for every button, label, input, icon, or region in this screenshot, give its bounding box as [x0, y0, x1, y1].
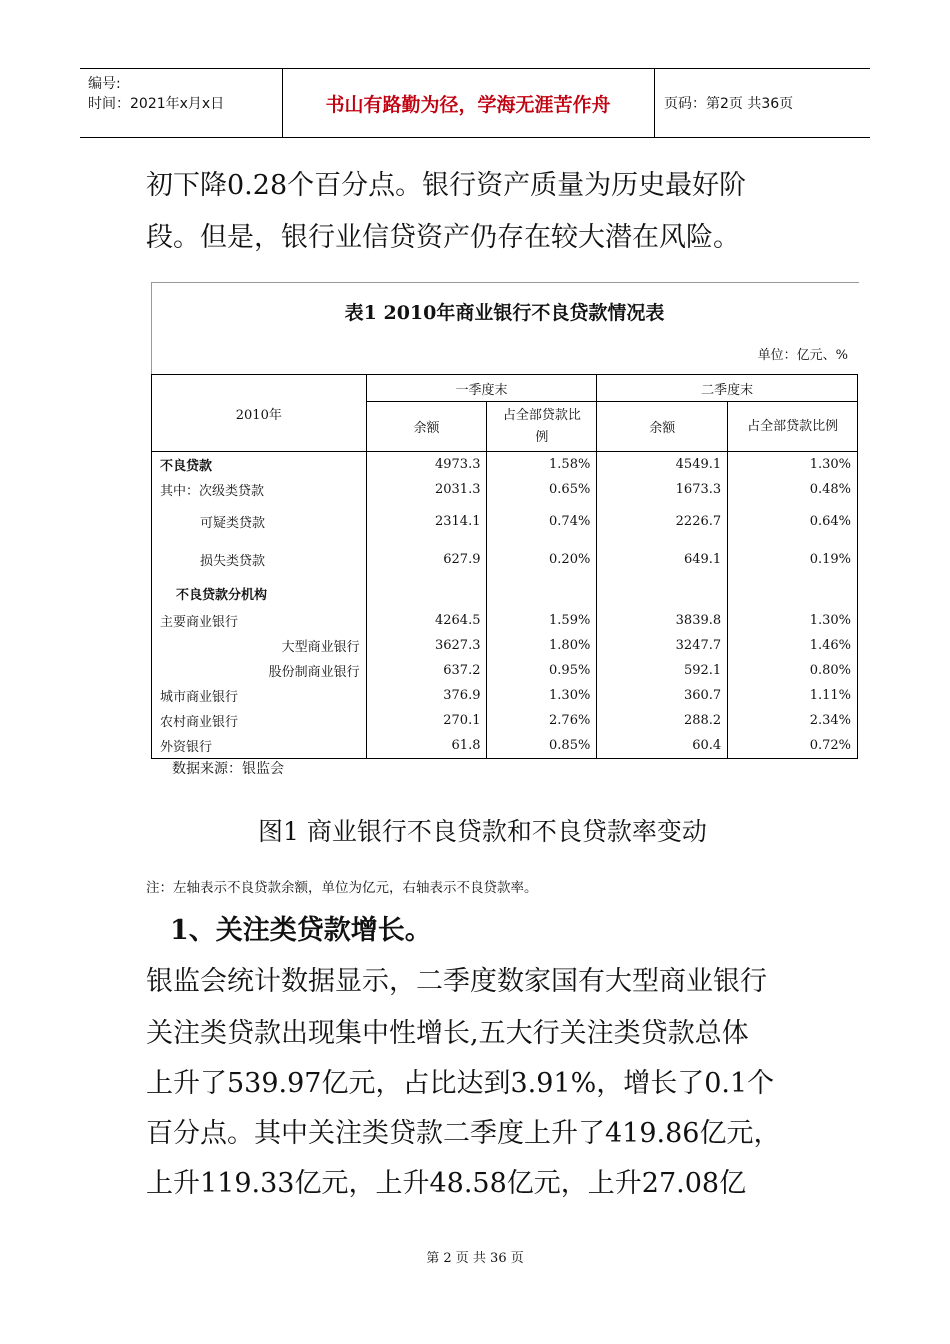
- table-cell: [728, 578, 858, 608]
- table-cell: 60.4: [597, 733, 728, 759]
- table-q2-header: 二季度末: [597, 375, 858, 402]
- table-col-balance: 余额: [366, 402, 487, 452]
- header-meta: [80, 69, 283, 137]
- page-header: [80, 68, 870, 138]
- table-cell: [366, 578, 487, 608]
- table-row: [152, 608, 858, 633]
- body-line: 银监会统计数据显示，二季度数家国有大型商业银行: [146, 966, 767, 997]
- table-row: [152, 658, 858, 683]
- table-cell: 637.2: [366, 658, 487, 683]
- table-cell: 3247.7: [597, 633, 728, 658]
- table-cell: 4973.3: [366, 452, 487, 478]
- table-row-label: 城市商业银行: [152, 683, 367, 708]
- table-row: [152, 502, 858, 540]
- table-cell: 0.85%: [487, 733, 597, 759]
- table-row: [152, 633, 858, 658]
- page-footer: 第 2 页 共 36 页: [426, 1251, 524, 1266]
- table-frame: [151, 282, 859, 375]
- table-cell: 1.30%: [728, 452, 858, 478]
- body-line: 初下降0.28个百分点。银行资产质量为历史最好阶: [146, 170, 747, 201]
- header-page-info: 页码：第2页 共36页: [664, 96, 794, 112]
- body-line: 段。但是，银行业信贷资产仍存在较大潜在风险。: [146, 222, 740, 253]
- table-cell: 0.65%: [487, 477, 597, 502]
- table-row-label: 其中：次级类贷款: [152, 477, 367, 502]
- table-cell: 360.7: [597, 683, 728, 708]
- table-row: [152, 708, 858, 733]
- table-col-ratio: 占全部贷款比例: [728, 402, 858, 452]
- section-heading: 1、关注类贷款增长。: [170, 915, 432, 946]
- table-row: [152, 477, 858, 502]
- table-cell: 592.1: [597, 658, 728, 683]
- table-cell: 0.74%: [487, 502, 597, 540]
- table-cell: 0.95%: [487, 658, 597, 683]
- table-col-balance: 余额: [597, 402, 728, 452]
- table-row: [152, 683, 858, 708]
- table-cell: 0.48%: [728, 477, 858, 502]
- table-cell: 270.1: [366, 708, 487, 733]
- npl-table: [151, 374, 858, 759]
- table-cell: 4549.1: [597, 452, 728, 478]
- table-cell: 376.9: [366, 683, 487, 708]
- table-row-label: 不良贷款: [152, 452, 367, 478]
- table-cell: 1.59%: [487, 608, 597, 633]
- table-unit: 单位：亿元、%: [757, 348, 848, 363]
- table-cell: 0.72%: [728, 733, 858, 759]
- body-line: 百分点。其中关注类贷款二季度上升了419.86亿元，: [146, 1118, 781, 1149]
- table-row-label: 外资银行: [152, 733, 367, 759]
- table-cell: 2314.1: [366, 502, 487, 540]
- table-row: [152, 733, 858, 759]
- body-line: 关注类贷款出现集中性增长,五大行关注类贷款总体: [146, 1018, 749, 1049]
- table-cell: 3627.3: [366, 633, 487, 658]
- table-cell: 2031.3: [366, 477, 487, 502]
- document-number-label: 编号:: [88, 76, 121, 92]
- table-cell: 1.30%: [487, 683, 597, 708]
- figure-note: 注：左轴表示不良贷款余额，单位为亿元，右轴表示不良贷款率。: [146, 880, 538, 896]
- table-cell: [487, 578, 597, 608]
- table-cell: 0.64%: [728, 502, 858, 540]
- table-row-label: 大型商业银行: [152, 633, 367, 658]
- document-date-label: 时间：2021年x月x日: [88, 96, 225, 112]
- table-cell: 2226.7: [597, 502, 728, 540]
- table-cell: 1673.3: [597, 477, 728, 502]
- table-cell: 1.30%: [728, 608, 858, 633]
- table-cell: 1.58%: [487, 452, 597, 478]
- table-cell: 0.19%: [728, 540, 858, 578]
- table-cell: 0.80%: [728, 658, 858, 683]
- table-row: [152, 540, 858, 578]
- body-line: 上升了539.97亿元，占比达到3.91%，增长了0.1个: [146, 1068, 775, 1099]
- table-row-label: 可疑类贷款: [152, 502, 367, 540]
- table-cell: 61.8: [366, 733, 487, 759]
- table-cell: 627.9: [366, 540, 487, 578]
- table-cell: 1.80%: [487, 633, 597, 658]
- table-row-label: 不良贷款分机构: [152, 578, 367, 608]
- table-cell: 2.34%: [728, 708, 858, 733]
- table-cell: 4264.5: [366, 608, 487, 633]
- figure-caption: 图1 商业银行不良贷款和不良贷款率变动: [258, 817, 707, 846]
- table-row-label: 股份制商业银行: [152, 658, 367, 683]
- table-row: [152, 452, 858, 478]
- table-row-label: 损失类贷款: [152, 540, 367, 578]
- table-row-label: 农村商业银行: [152, 708, 367, 733]
- table-cell: 1.46%: [728, 633, 858, 658]
- npl-table-block: [151, 282, 858, 755]
- table-cell: 1.11%: [728, 683, 858, 708]
- table-q1-header: 一季度末: [366, 375, 597, 402]
- table-row: [152, 578, 858, 608]
- body-line: 上升119.33亿元，上升48.58亿元，上升27.08亿: [146, 1168, 747, 1199]
- table-col-ratio: 占全部贷款比例: [487, 402, 597, 452]
- table-cell: 2.76%: [487, 708, 597, 733]
- table-cell: 649.1: [597, 540, 728, 578]
- table-cell: 288.2: [597, 708, 728, 733]
- table-source: 数据来源：银监会: [172, 761, 284, 777]
- table-cell: [597, 578, 728, 608]
- table-cell: 3839.8: [597, 608, 728, 633]
- table-title: 表1 2010年商业银行不良贷款情况表: [344, 302, 665, 324]
- table-row-label: 主要商业银行: [152, 608, 367, 633]
- table-corner-header: 2010年: [152, 375, 367, 452]
- header-motto: 书山有路勤为径，学海无涯苦作舟: [282, 69, 655, 137]
- table-cell: 0.20%: [487, 540, 597, 578]
